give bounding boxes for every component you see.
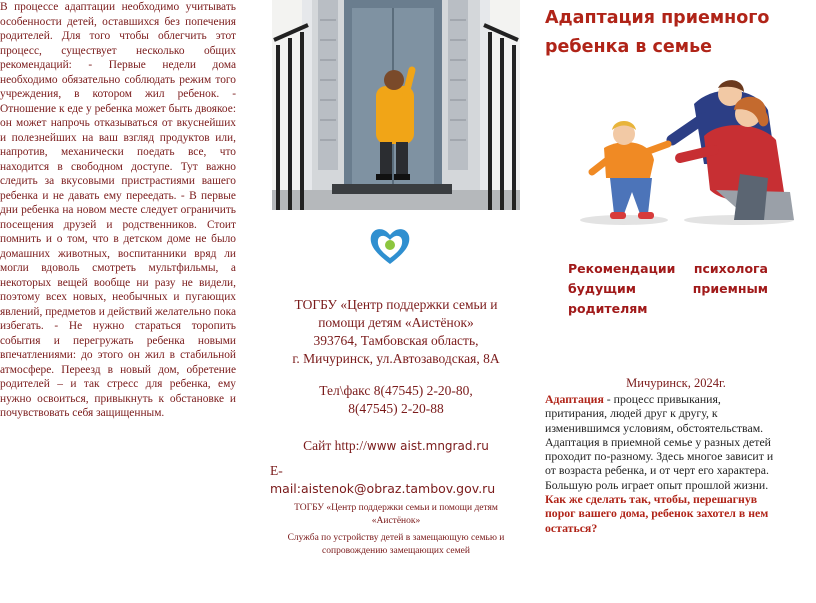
website-link[interactable]: www aist.mngrad.ru [366,439,489,453]
brochure-title [545,4,807,62]
aistenok-heart-logo-icon [367,222,413,268]
title-line-2: ребенка в семье [545,37,713,57]
rec-word-5: родителям [568,301,648,316]
title-line-1: Адаптация приемного [545,8,770,28]
left-column [0,0,236,603]
adaptation-description: - процесс привыкания, притирания, людей друг к другу, к изменившимся условиям, обстоятельствам. Адаптация в приемной семье у разных детей проходит по-разному. Здесь многое зависит и от возраста ребенка, и от черт его характера. Большую роль играет опыт прошлой жизни. [545,392,774,492]
adaptation-term: Адаптация [545,392,604,406]
email-info [270,462,522,498]
website-label: Сайт http:// [303,438,367,453]
organization-info [270,296,522,368]
footer-org-name: ТОГБУ «Центр поддержки семьи и помощи детям «Аистёнок» [294,503,498,526]
rec-word-1: Рекомендации [568,261,676,276]
city-year: Мичуринск, 2024г. [626,376,726,390]
adaptation-question: Как же сделать так, чтобы, перешагнув порог вашего дома, ребенок захотел в нем остаться? [545,492,769,535]
child-at-door-photo [272,0,520,210]
family-illustration [554,74,800,226]
footer-service-name: Служба по устройству детей в замещающую семью и сопровождению замещающих семей [287,533,505,556]
phone-line-2: 8(47545) 2-20-88 [348,401,444,416]
recommendations-heading [568,259,768,319]
adaptation-definition [545,392,783,535]
email-link[interactable]: aistenok@obraz.tambov.gov.ru [301,481,496,496]
phone-line-1: Тел\факс 8(47545) 2-20-80, [319,383,473,398]
phone-info [270,382,522,418]
org-line-3: 393764, Тамбовская область, [313,333,479,348]
rec-row-2 [568,279,768,299]
org-line-4: г. Мичуринск, ул.Автозаводская, 8А [292,351,500,366]
rec-row-3 [568,299,768,319]
org-line-1: ТОГБУ «Центр поддержки семьи и [294,297,498,312]
rec-word-2: психолога [693,261,768,276]
rec-row-1 [568,259,768,279]
email-label: E- [270,463,283,478]
website-info [270,438,522,454]
org-line-2: помощи детям «Аистёнок» [318,315,474,330]
adaptation-recommendations-text: В процессе адаптации необходимо учитывать особенности детей, оставшихся без попечения родителей. Для того чтобы облегчить этот процесс, существует несколько общих рекомендаций: - Первые недели дома необходимо обязательно соблюдать режим того учреждения, в котором жил ребенок. - Отношение к еде у ребенка может быть двоякое: он может напрочь отказываться от вкуснейших и полезнейших на ваш взгляд продуктов или, напротив, механически поедать все, что находится в свободном доступе. Тут важно следить за вкусовыми пристрастиями вашего ребенка и не давать ему переедать. - В первые дни ребенка на новом месте следует ограничить посещения друзей и родственников. Стоит помнить и о том, что в детском доме не было домашних животных, воспитанники вряд ли могли вдоволь смотреть мультфильмы, а некоторых вещей вообще ни разу не видели, поэтому всех новых, необычных и пугающих явлений, предметов и действий желательно пока избегать. - Не нужно стараться торопить события и перегружать ребенка новыми впечатлениями: до этого он жил в стабильной атмосфере. Переезд в новый дом, обретение родителей – и так стресс для ребенка, ему нужно освоиться, привыкнуть к обстановке и почувствовать себя защищенным. [0,1,237,419]
rec-word-4: приемным [692,281,768,296]
rec-word-3: будущим [568,281,636,296]
email-prefix: mail: [270,481,301,496]
contact-column [270,296,522,558]
